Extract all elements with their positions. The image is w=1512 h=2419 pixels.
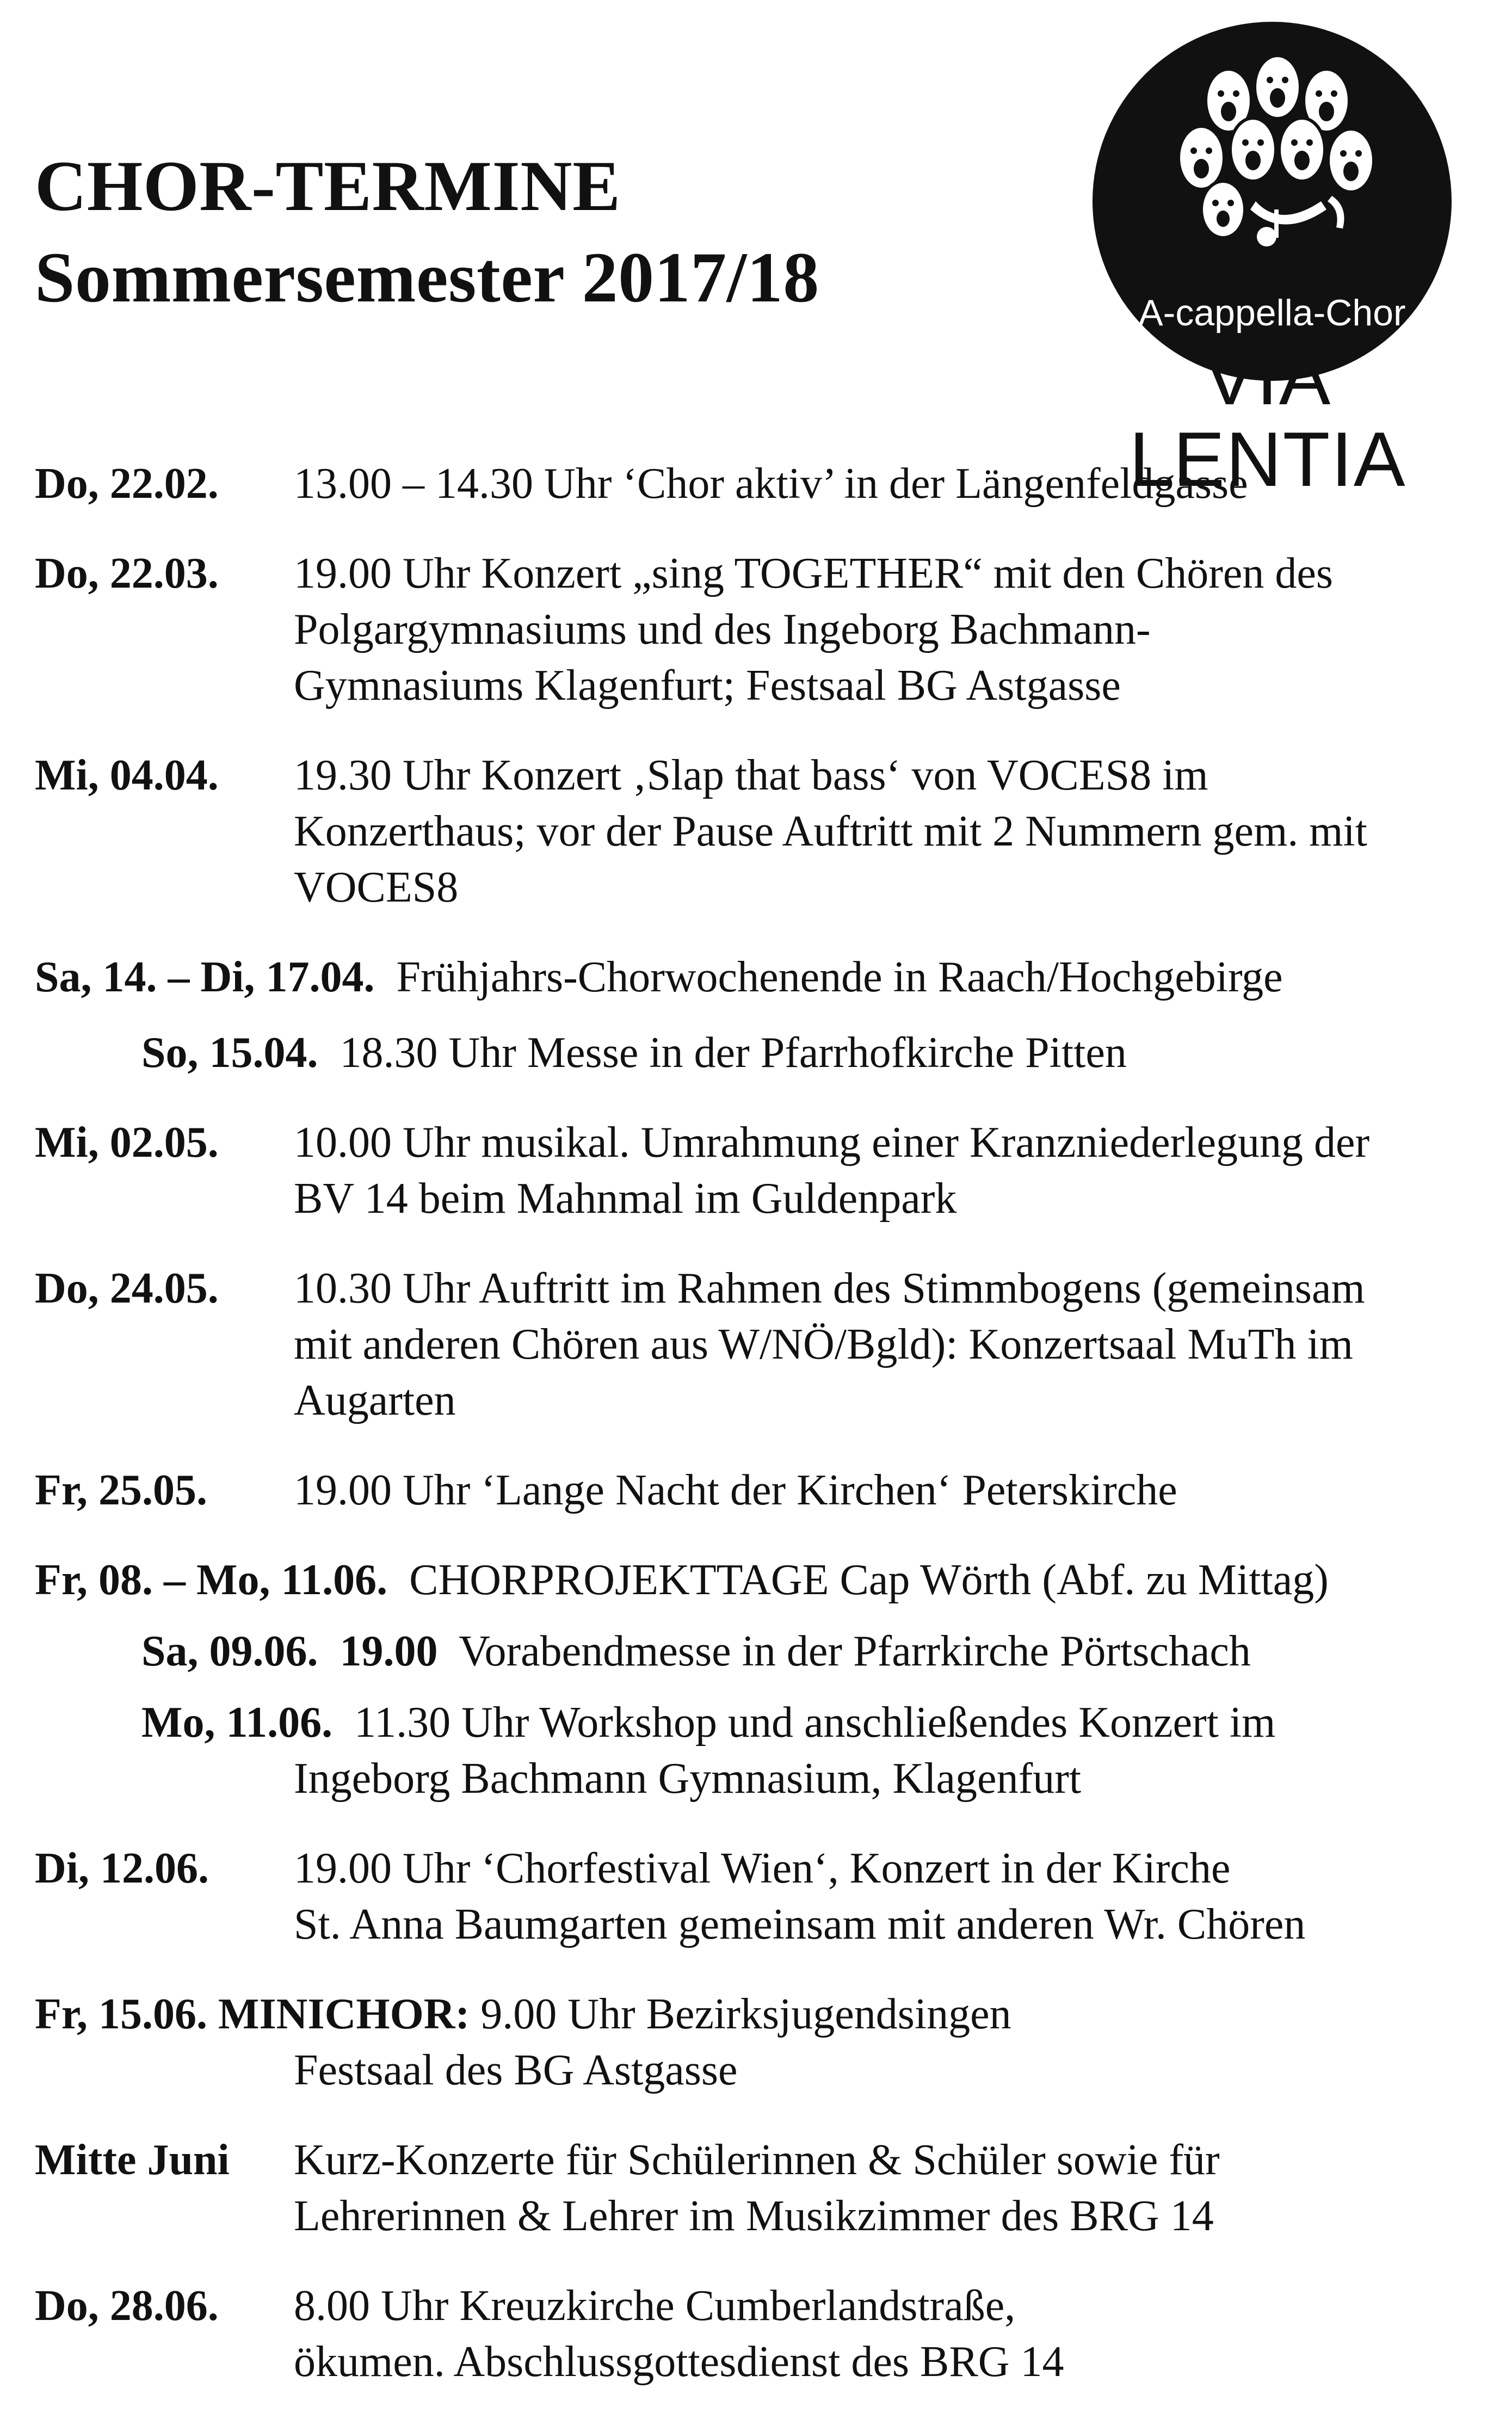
logo-subtitle: A-cappella-Chor (1138, 292, 1406, 334)
event-line: 13.00 – 14.30 Uhr ‘Chor aktiv’ in der Längenfeldgasse (294, 460, 1248, 508)
event-line: Lehrerinnen & Lehrer im Musikzimmer des BRG 14 (294, 2192, 1214, 2240)
event-line: 10.00 Uhr musikal. Umrahmung einer Kranzniederlegung der (294, 1119, 1370, 1167)
event-text (294, 546, 1493, 714)
event-line: 19.30 Uhr Konzert ‚Slap that bass‘ von VOCES8 im (294, 751, 1208, 799)
event-row (35, 1841, 1493, 1953)
event-date: Do, 22.03. (35, 550, 219, 597)
event-line: Frühjahrs-Chorwochenende in Raach/Hochgebirge (396, 953, 1283, 1001)
event-line: 19.00 Uhr ‘Chorfestival Wien‘, Konzert in der Kirche (294, 1844, 1231, 1892)
event-line: Augarten (294, 1377, 456, 1424)
event-row (35, 2132, 1493, 2244)
page-title (35, 140, 819, 323)
event-line: 10.30 Uhr Auftritt im Rahmen des Stimmbogens (gemeinsam (294, 1264, 1365, 1312)
event-line: 9.00 Uhr Bezirksjugendsingen (480, 1990, 1011, 2038)
event-date: Do, 24.05. (35, 1264, 219, 1312)
event-row (35, 546, 1493, 714)
event-line: 19.00 Uhr ‘Lange Nacht der Kirchen‘ Peterskirche (294, 1466, 1177, 1514)
event-date: Mitte Juni (35, 2136, 230, 2184)
event-line: 11.30 Uhr Workshop und anschließendes Konzert im (354, 1699, 1276, 1747)
event-row (35, 949, 1493, 1005)
event-row-sub (35, 1624, 1493, 1680)
event-row (35, 2278, 1493, 2390)
event-date: Mi, 02.05. (35, 1119, 219, 1167)
event-date: Sa, 09.06. (141, 1627, 318, 1675)
event-text (294, 2132, 1493, 2244)
event-time: 19.00 (340, 1627, 438, 1675)
event-line: Ingeborg Bachmann Gymnasium, Klagenfurt (294, 1755, 1082, 1803)
event-line: VOCES8 (294, 863, 459, 911)
event-text (294, 2278, 1493, 2390)
event-row (35, 748, 1493, 916)
event-row-sub (35, 1025, 1493, 1081)
event-line: 8.00 Uhr Kreuzkirche Cumberlandstraße, (294, 2282, 1016, 2330)
event-line: Polgargymnasiums und des Ingeborg Bachmann- (294, 606, 1151, 653)
event-line: CHORPROJEKTTAGE Cap Wörth (Abf. zu Mittag) (409, 1556, 1329, 1604)
event-line: Gymnasiums Klagenfurt; Festsaal BG Astgasse (294, 662, 1121, 709)
event-row (35, 1552, 1493, 1608)
event-text (294, 748, 1493, 916)
event-text (294, 1115, 1493, 1227)
event-date: So, 15.04. (141, 1029, 318, 1077)
event-row (35, 456, 1493, 512)
event-row-sub (35, 1695, 1493, 1807)
event-line: St. Anna Baumgarten gemeinsam mit anderen Wr. Chören (294, 1900, 1306, 1948)
event-row (35, 1115, 1493, 1227)
event-date: Mo, 11.06. (141, 1699, 333, 1747)
event-list (35, 456, 1493, 2390)
choir-logo (1072, 22, 1464, 503)
event-line: Festsaal des BG Astgasse (294, 2046, 738, 2094)
event-line: mit anderen Chören aus W/NÖ/Bgld): Konzertsaal MuTh im (294, 1320, 1353, 1368)
event-date: Do, 22.02. (35, 460, 219, 508)
event-row (35, 1462, 1493, 1519)
event-line: BV 14 beim Mahnmal im Guldenpark (294, 1175, 957, 1223)
event-date: Sa, 14. – Di, 17.04. (35, 953, 375, 1001)
logo-name: VIA LENTIA (1129, 335, 1406, 503)
event-date: Di, 12.06. (35, 1844, 209, 1892)
event-line: Konzerthaus; vor der Pause Auftritt mit 2 Nummern gem. mit (294, 807, 1367, 855)
title-line-2: Sommersemester 2017/18 (35, 237, 819, 317)
event-text (294, 1841, 1493, 1953)
title-line-1: CHOR-TERMINE (35, 146, 621, 226)
event-label: MINICHOR: (218, 1990, 470, 2038)
event-line: 18.30 Uhr Messe in der Pfarrhofkirche Pitten (340, 1029, 1127, 1077)
event-date: Fr, 25.05. (35, 1466, 208, 1514)
event-text (294, 456, 1493, 512)
event-line: Vorabendmesse in der Pfarrkirche Pörtschach (459, 1627, 1251, 1675)
event-text (294, 1462, 1493, 1519)
event-row (35, 1261, 1493, 1429)
event-row (35, 1986, 1493, 2099)
event-date: Fr, 08. – Mo, 11.06. (35, 1556, 388, 1604)
event-date: Fr, 15.06. (35, 1990, 208, 2038)
event-date: Mi, 04.04. (35, 751, 219, 799)
event-text (294, 1261, 1493, 1429)
event-line: 19.00 Uhr Konzert „sing TOGETHER“ mit den Chören des (294, 550, 1334, 597)
event-line: ökumen. Abschlussgottesdienst des BRG 14 (294, 2338, 1064, 2386)
event-date: Do, 28.06. (35, 2282, 219, 2330)
event-line: Kurz-Konzerte für Schülerinnen & Schüler sowie für (294, 2136, 1220, 2184)
